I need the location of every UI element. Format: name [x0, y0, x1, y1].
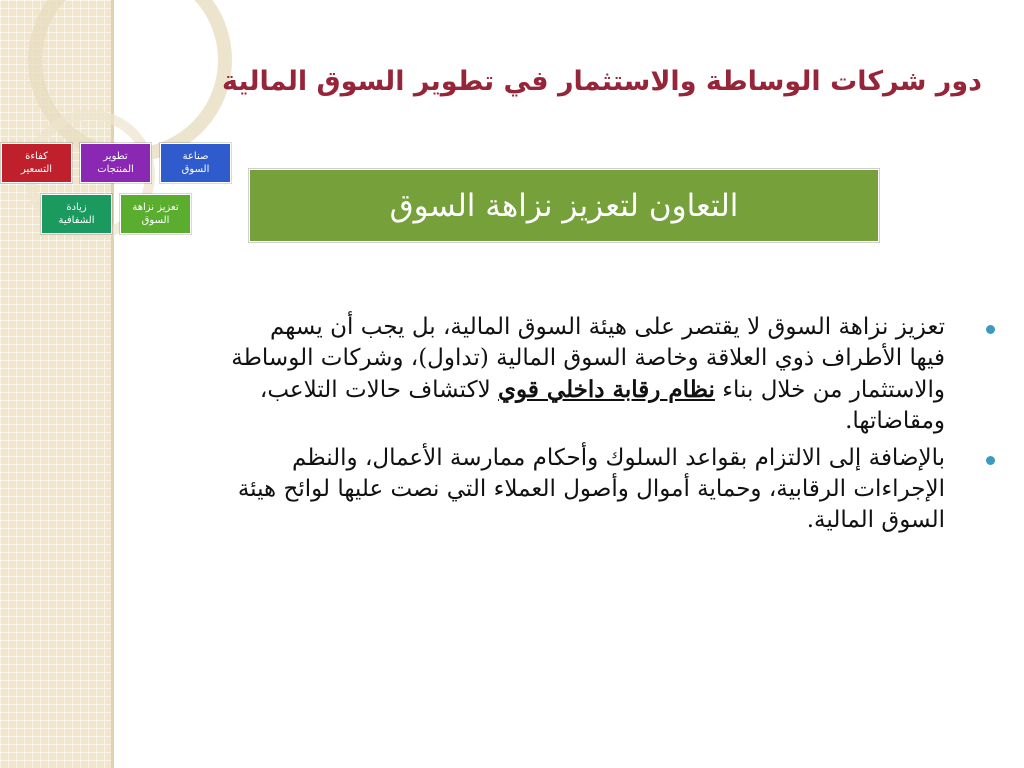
bullet-text-part: لاكتشاف حالات التلاعب، ومقاضاتها.	[259, 377, 945, 434]
tile-product-development: تطوير المنتجات	[80, 143, 151, 183]
tile-increase-transparency: زيادة الشفافية	[41, 194, 112, 234]
bullet-dot-icon	[986, 456, 995, 465]
bullet-item	[230, 443, 995, 536]
bullet-emphasis: نظام رقابة داخلي قوي	[498, 376, 715, 403]
slide-title: دور شركات الوساطة والاستثمار في تطوير السوق المالية	[221, 66, 982, 97]
bullet-list	[180, 312, 995, 542]
tile-market-making: صناعة السوق	[160, 143, 231, 183]
tile-pricing-efficiency: كفاءة التسعير	[1, 143, 72, 183]
bullet-dot-icon	[986, 325, 995, 334]
bullet-item	[230, 312, 995, 437]
bullet-text: بالإضافة إلى الالتزام بقواعد السلوك وأحكام ممارسة الأعمال، والنظم الإجراءات الرقابية، وحماية أموال وأصول العملاء التي نصت عليها لوائح هيئة السوق المالية.	[237, 445, 945, 533]
section-banner	[249, 169, 879, 242]
bullet-text-part: تعزيز نزاهة السوق لا يقتصر على هيئة السوق المالية، بل يجب أن يسهم فيها الأطراف ذوي العلاقة وخاصة السوق المالية (تداول)، وشركات الوساطة والاستثمار من خلال بناء	[231, 314, 945, 403]
tile-market-integrity: تعزيز نزاهة السوق	[120, 194, 191, 234]
banner-text: التعاون لتعزيز نزاهة السوق	[389, 187, 739, 224]
